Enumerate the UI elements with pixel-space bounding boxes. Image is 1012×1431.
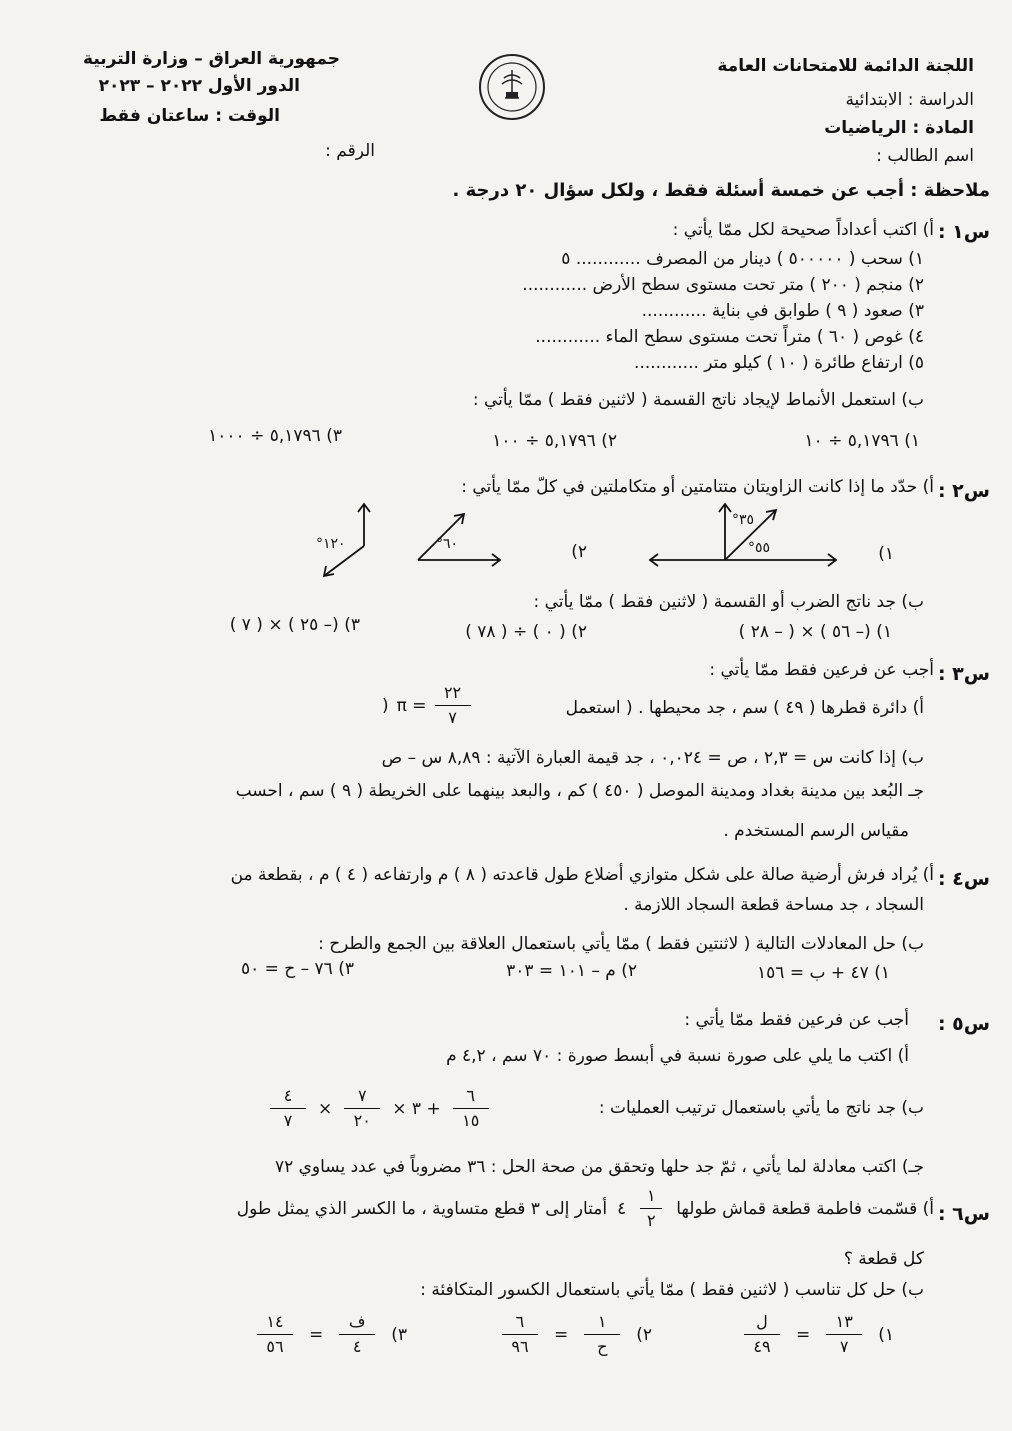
q4-part-a-line1: أ) يُراد فرش أرضية صالة على شكل متوازي أضلاع طول قاعدته ( ٨ ) م وارتفاعه ( ٤ ) م ، بقطعة من: [230, 865, 934, 885]
q5-op1: × ٣ +: [392, 1098, 441, 1119]
q5-f2-num: ٧: [357, 1086, 367, 1105]
study-level: الدراسة : الابتدائية: [845, 90, 974, 110]
q5-b-expression: [270, 1086, 489, 1131]
student-name-field: اسم الطالب :: [876, 146, 974, 166]
q6-a-whole: ٤: [617, 1198, 627, 1219]
q6-p2-l-den: ح: [597, 1337, 608, 1356]
q3-pi-fraction: [435, 683, 471, 728]
q3-part-c-line1: جـ البُعد بين مدينة بغداد ومدينة الموصل ( ٤٥٠ ) كم ، والبعد بينهما على الخريطة ( ٩ ) سم ، احسب: [235, 781, 924, 801]
q1-b-item-1: ١) ٥,١٧٩٦ ÷ ١٠: [804, 431, 920, 451]
q6-p2-r-num: ٦: [515, 1312, 525, 1331]
q6-p1-r-den: ٤٩: [753, 1337, 771, 1356]
q3-part-b: ب) إذا كانت س = ٢,٣ ، ص = ٠,٠٢٤ ، جد قيمة العبارة الآتية : ٨,٨٩ س – ص: [381, 748, 924, 768]
q2-fig2-number: ٢): [571, 542, 587, 562]
q6-p3-l-den: ٤: [352, 1337, 362, 1356]
q6-p1-l-den: ٧: [839, 1337, 849, 1356]
q6-a-pre: أ) قسّمت فاطمة قطعة قماش طولها: [676, 1198, 934, 1219]
q1-label: س١ :: [937, 221, 990, 243]
q6-p1-left: [826, 1312, 862, 1357]
q5-f3-num: ٤: [283, 1086, 293, 1105]
q5-frac-6-15: [453, 1086, 489, 1131]
q6-p1-num: ١): [878, 1324, 894, 1345]
q2-fig1-angles: [648, 500, 838, 572]
exam-round: الدور الأول ٢٠٢٢ – ٢٠٢٣: [98, 76, 300, 96]
q5-f2-den: ٢٠: [353, 1111, 371, 1130]
q6-a-den: ٢: [646, 1211, 656, 1230]
q4-b-item-2: ٢) م – ١٠١ = ٣٠٣: [506, 961, 637, 981]
q6-proportion-3: [257, 1312, 407, 1357]
q4-part-b: ب) حل المعادلات التالية ( لاثنتين فقط ) ممّا يأتي باستعمال العلاقة بين الجمع والطرح :: [318, 934, 924, 954]
q4-label: س٤ :: [937, 868, 990, 890]
q2-fig2-angle-120-label: ١٢٠°: [316, 536, 346, 552]
q3-intro: أجب عن فرعين فقط ممّا يأتي :: [709, 660, 934, 680]
q4-b-item-1: ١) ٤٧ + ب = ١٥٦: [757, 963, 890, 983]
committee-name: اللجنة الدائمة للامتحانات العامة: [717, 56, 974, 76]
q4-part-a-line2: السجاد ، جد مساحة قطعة السجاد اللازمة .: [623, 895, 924, 915]
exam-number-field: الرقم :: [325, 141, 375, 161]
q3-part-a: أ) دائرة قطرها ( ٤٩ ) سم ، جد محيطها . ( استعمل: [565, 698, 924, 718]
q6-proportion-2: [502, 1312, 652, 1357]
q6-a-post: أمتار إلى ٣ قطع متساوية ، ما الكسر الذي يمثل طول: [236, 1198, 608, 1219]
q3-pi-den: ٧: [448, 708, 457, 727]
q5-part-a: أ) اكتب ما يلي على صورة نسبة في أبسط صورة : ٧٠ سم ، ٤,٢ م: [446, 1046, 909, 1066]
exam-time: الوقت : ساعتان فقط: [99, 106, 280, 126]
q1-part-a: أ) اكتب أعداداً صحيحة لكل ممّا يأتي :: [672, 220, 934, 240]
q5-frac-7-20: [344, 1086, 380, 1131]
q6-part-a: [237, 1186, 934, 1231]
q5-op2: ×: [318, 1098, 333, 1119]
q6-p3-right: [257, 1312, 293, 1357]
q6-p1-l-num: ١٣: [835, 1312, 853, 1331]
q3-pi-hint: [382, 683, 471, 728]
q1-item-2: ٢) منجم ( ٢٠٠ ) متر تحت مستوى سطح الأرض ............: [522, 275, 924, 295]
q6-p1-right: [744, 1312, 780, 1357]
q6-proportion-1: [744, 1312, 894, 1357]
q2-part-a: أ) حدّد ما إذا كانت الزاويتان متتامتين أو متكاملتين في كلّ ممّا يأتي :: [461, 477, 934, 497]
q3-pi-symbol: π =: [396, 695, 427, 716]
q2-b-item-1: ١) (– ٥٦ ) × ( – ٢٨ ): [738, 622, 892, 642]
q6-part-a-line2: كل قطعة ؟: [843, 1249, 924, 1269]
q1-item-5: ٥) ارتفاع طائرة ( ١٠ ) كيلو متر ............: [634, 353, 924, 373]
q1-item-1: ١) سحب ( ٥٠٠٠٠٠ ) دينار من المصرف ............ ٥: [561, 249, 924, 269]
q6-p3-left: [339, 1312, 375, 1357]
q6-p3-l-num: ف: [348, 1312, 366, 1331]
q6-p2-eq: =: [553, 1324, 569, 1345]
q6-p1-r-num: ل: [756, 1312, 768, 1331]
exam-note: ملاحظة : أجب عن خمسة أسئلة فقط ، ولكل سؤال ٢٠ درجة .: [452, 180, 990, 201]
q1-item-3: ٣) صعود ( ٩ ) طوابق في بناية ............: [641, 301, 924, 321]
q5-part-b: ب) جد ناتج ما يأتي باستعمال ترتيب العمليات :: [598, 1098, 924, 1118]
q2-fig1-angle-35: ٣٥°: [732, 512, 755, 528]
q5-f3-den: ٧: [283, 1111, 293, 1130]
q6-p3-eq: =: [308, 1324, 324, 1345]
q4-b-item-3: ٣) ٧٦ – ح = ٥٠: [240, 959, 354, 979]
q2-part-b: ب) جد ناتج الضرب أو القسمة ( لاثنين فقط ) ممّا يأتي :: [533, 592, 924, 612]
q6-a-num: ١: [646, 1186, 656, 1205]
q1-b-item-2: ٢) ٥,١٧٩٦ ÷ ١٠٠: [492, 431, 617, 451]
q5-intro: أجب عن فرعين فقط ممّا يأتي :: [684, 1010, 909, 1030]
q3-pi-close: ): [382, 695, 389, 716]
q6-p3-num: ٣): [391, 1324, 407, 1345]
q3-part-c-line2: مقياس الرسم المستخدم .: [723, 821, 909, 841]
q6-p3-r-den: ٥٦: [266, 1337, 284, 1356]
q2-fig1-angle-55: ٥٥°: [748, 540, 771, 556]
q1-item-4: ٤) غوص ( ٦٠ ) متراً تحت مستوى سطح الماء ............: [535, 327, 924, 347]
q6-part-b: ب) حل كل تناسب ( لاثنين فقط ) ممّا يأتي باستعمال الكسور المتكافئة :: [420, 1280, 924, 1300]
q6-p2-left: [584, 1312, 620, 1357]
q5-label: س٥ :: [937, 1013, 990, 1035]
q2-fig2-angle-60-label: ٦٠°: [436, 536, 459, 552]
q1-part-b: ب) استعمل الأنماط لإيجاد ناتج القسمة ( لاثنين فقط ) ممّا يأتي :: [472, 390, 924, 410]
q2-b-item-3: ٣) (– ٢٥ ) × ( ٧ ): [229, 615, 360, 635]
q3-pi-num: ٢٢: [443, 683, 462, 702]
q1-b-item-3: ٣) ٥,١٧٩٦ ÷ ١٠٠٠: [208, 426, 342, 446]
q6-p1-eq: =: [795, 1324, 811, 1345]
q5-part-c: جـ) اكتب معادلة لما يأتي ، ثمّ جد حلها وتحقق من صحة الحل : ٣٦ مضروباً في عدد يساوي ٧٢: [274, 1157, 924, 1177]
q5-frac-4-7: [270, 1086, 306, 1131]
q6-p2-l-num: ١: [597, 1312, 607, 1331]
q6-p2-num: ٢): [636, 1324, 652, 1345]
q5-f1-den: ١٥: [462, 1111, 480, 1130]
q6-p2-right: [502, 1312, 538, 1357]
q2-label: س٢ :: [937, 480, 990, 502]
q5-f1-num: ٦: [466, 1086, 475, 1105]
q6-label: س٦ :: [937, 1203, 990, 1225]
q6-a-fraction: [640, 1186, 662, 1231]
q2-fig1-number: ١): [878, 544, 894, 564]
subject: المادة : الرياضيات: [824, 118, 974, 138]
q3-label: س٣ :: [937, 663, 990, 685]
ministry-logo: [477, 52, 547, 122]
q6-p3-r-num: ١٤: [266, 1312, 284, 1331]
q6-p2-r-den: ٩٦: [511, 1337, 529, 1356]
q2-b-item-2: ٢) ( ٠ ) ÷ ( ٧٨ ): [465, 622, 587, 642]
ministry-line: جمهورية العراق – وزارة التربية: [83, 49, 340, 69]
